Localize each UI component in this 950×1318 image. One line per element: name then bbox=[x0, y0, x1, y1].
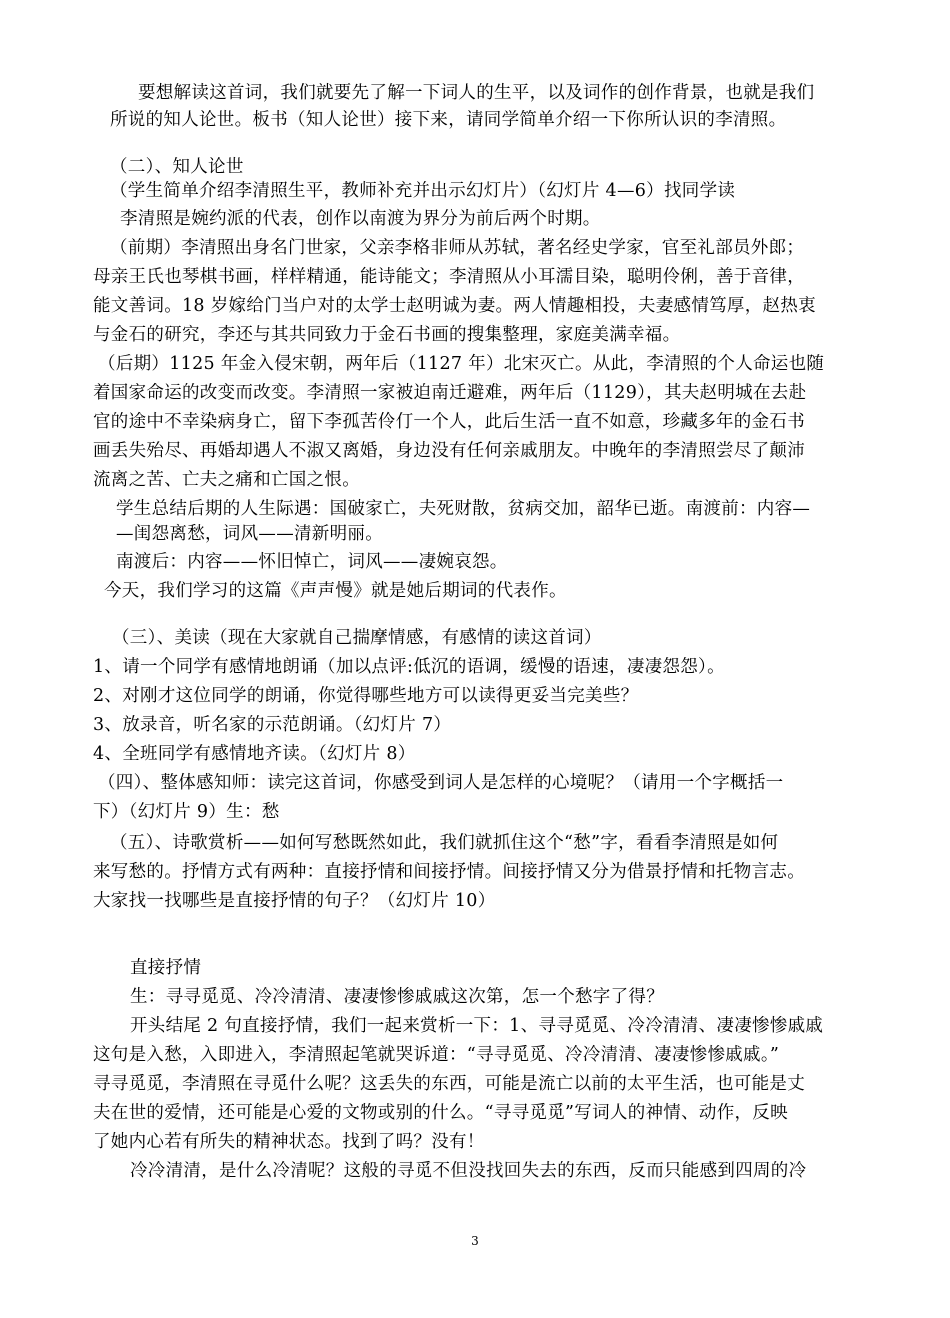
section-heading: （二）、知人论世 bbox=[110, 157, 244, 177]
list-item: 4、全班同学有感情地齐读。（幻灯片 8） bbox=[93, 744, 416, 764]
text-line: 下）（幻灯片 9）生：愁 bbox=[93, 802, 280, 822]
section-heading: （四）、整体感知师：读完这首词，你感受到词人是怎样的心境呢？（请用一个字概括一 bbox=[98, 773, 784, 793]
section-heading: （五）、诗歌赏析——如何写愁既然如此，我们就抓住这个“愁”字，看看李清照是如何 bbox=[110, 833, 779, 853]
text-line: 母亲王氏也琴棋书画，样样精通，能诗能文；李清照从小耳濡目染，聪明伶俐，善于音律， bbox=[93, 267, 805, 287]
text-line: 李清照是婉约派的代表，创作以南渡为界分为前后两个时期。 bbox=[120, 209, 601, 229]
text-line: 与金石的研究，李还与其共同致力于金石书画的搜集整理，家庭美满幸福。 bbox=[93, 325, 681, 345]
text-line: 流离之苦、亡夫之痛和亡国之恨。 bbox=[93, 470, 360, 490]
list-item: 2、对刚才这位同学的朗诵，你觉得哪些地方可以读得更妥当完美些？ bbox=[93, 686, 639, 706]
page-number: 3 bbox=[471, 1234, 479, 1248]
section-heading: （三）、美读（现在大家就自己揣摩情感，有感情的读这首词） bbox=[112, 628, 602, 648]
text-line: 这句是入愁，入即进入，李清照起笔就哭诉道：“寻寻觅觅、冷冷清清、凄凄惨惨戚戚。” bbox=[93, 1045, 780, 1065]
text-line: 要想解读这首词，我们就要先了解一下词人的生平，以及词作的创作背景，也就是我们 bbox=[138, 83, 815, 103]
list-item: 3、放录音，听名家的示范朗诵。（幻灯片 7） bbox=[93, 715, 452, 735]
section-heading: 直接抒情 bbox=[130, 958, 202, 978]
text-line: 生：寻寻觅觅、冷冷清清、凄凄惨惨戚戚这次第，怎一个愁字了得？ bbox=[130, 987, 664, 1007]
text-line: （学生简单介绍李清照生平，教师补充并出示幻灯片）（幻灯片 4—6）找同学读 bbox=[110, 181, 736, 201]
text-line: —闺怨离愁，词风——清新明丽。 bbox=[116, 524, 383, 544]
text-line: 来写愁的。抒情方式有两种：直接抒情和间接抒情。间接抒情又分为借景抒情和托物言志。 bbox=[93, 862, 805, 882]
text-line: 官的途中不幸染病身亡，留下李孤苦伶仃一个人，此后生活一直不如意，珍藏多年的金石书 bbox=[93, 412, 805, 432]
text-line: 冷冷清清，是什么冷清呢？这般的寻觅不但没找回失去的东西，反而只能感到四周的冷 bbox=[130, 1161, 807, 1181]
text-line: 寻寻觅觅，李清照在寻觅什么呢？这丢失的东西，可能是流亡以前的太平生活，也可能是丈 bbox=[93, 1074, 805, 1094]
list-item: 1、请一个同学有感情地朗诵（加以点评:低沉的语调，缓慢的语速，凄凄怨怨）。 bbox=[93, 657, 725, 677]
text-line: 所说的知人论世。板书（知人论世）接下来，请同学简单介绍一下你所认识的李清照。 bbox=[110, 110, 787, 130]
text-line: 画丢失殆尽、再婚却遇人不淑又离婚，身边没有任何亲戚朋友。中晚年的李清照尝尽了颠沛 bbox=[93, 441, 805, 461]
text-line: （后期）1125 年金入侵宋朝，两年后（1127 年）北宋灭亡。从此，李清照的个人命运也随 bbox=[98, 354, 825, 374]
text-line: 能文善词。18 岁嫁给门当户对的太学士赵明诚为妻。两人情趣相投，夫妻感情笃厚，赵热衷 bbox=[93, 296, 816, 316]
text-line: （前期）李清照出身名门世家，父亲李格非师从苏轼，著名经史学家，官至礼部员外郎； bbox=[110, 238, 805, 258]
text-line: 学生总结后期的人生际遇：国破家亡，夫死财散，贫病交加，韶华已逝。南渡前：内容— bbox=[116, 499, 811, 519]
text-line: 南渡后：内容——怀旧悼亡，词风——凄婉哀怨。 bbox=[116, 552, 508, 572]
text-line: 开头结尾 2 句直接抒情，我们一起来赏析一下：1、寻寻觅觅、冷冷清清、凄凄惨惨戚戚 bbox=[130, 1016, 824, 1036]
text-line: 着国家命运的改变而改变。李清照一家被迫南迁避难，两年后（1129），其夫赵明城在去赴 bbox=[93, 383, 807, 403]
text-line: 大家找一找哪些是直接抒情的句子？（幻灯片 10） bbox=[93, 891, 496, 911]
text-line: 今天，我们学习的这篇《声声慢》就是她后期词的代表作。 bbox=[104, 581, 567, 601]
text-line: 了她内心若有所失的精神状态。找到了吗？没有！ bbox=[93, 1132, 485, 1152]
text-line: 夫在世的爱情，还可能是心爱的文物或别的什么。“寻寻觅觅”写词人的神情、动作，反映 bbox=[93, 1103, 788, 1123]
